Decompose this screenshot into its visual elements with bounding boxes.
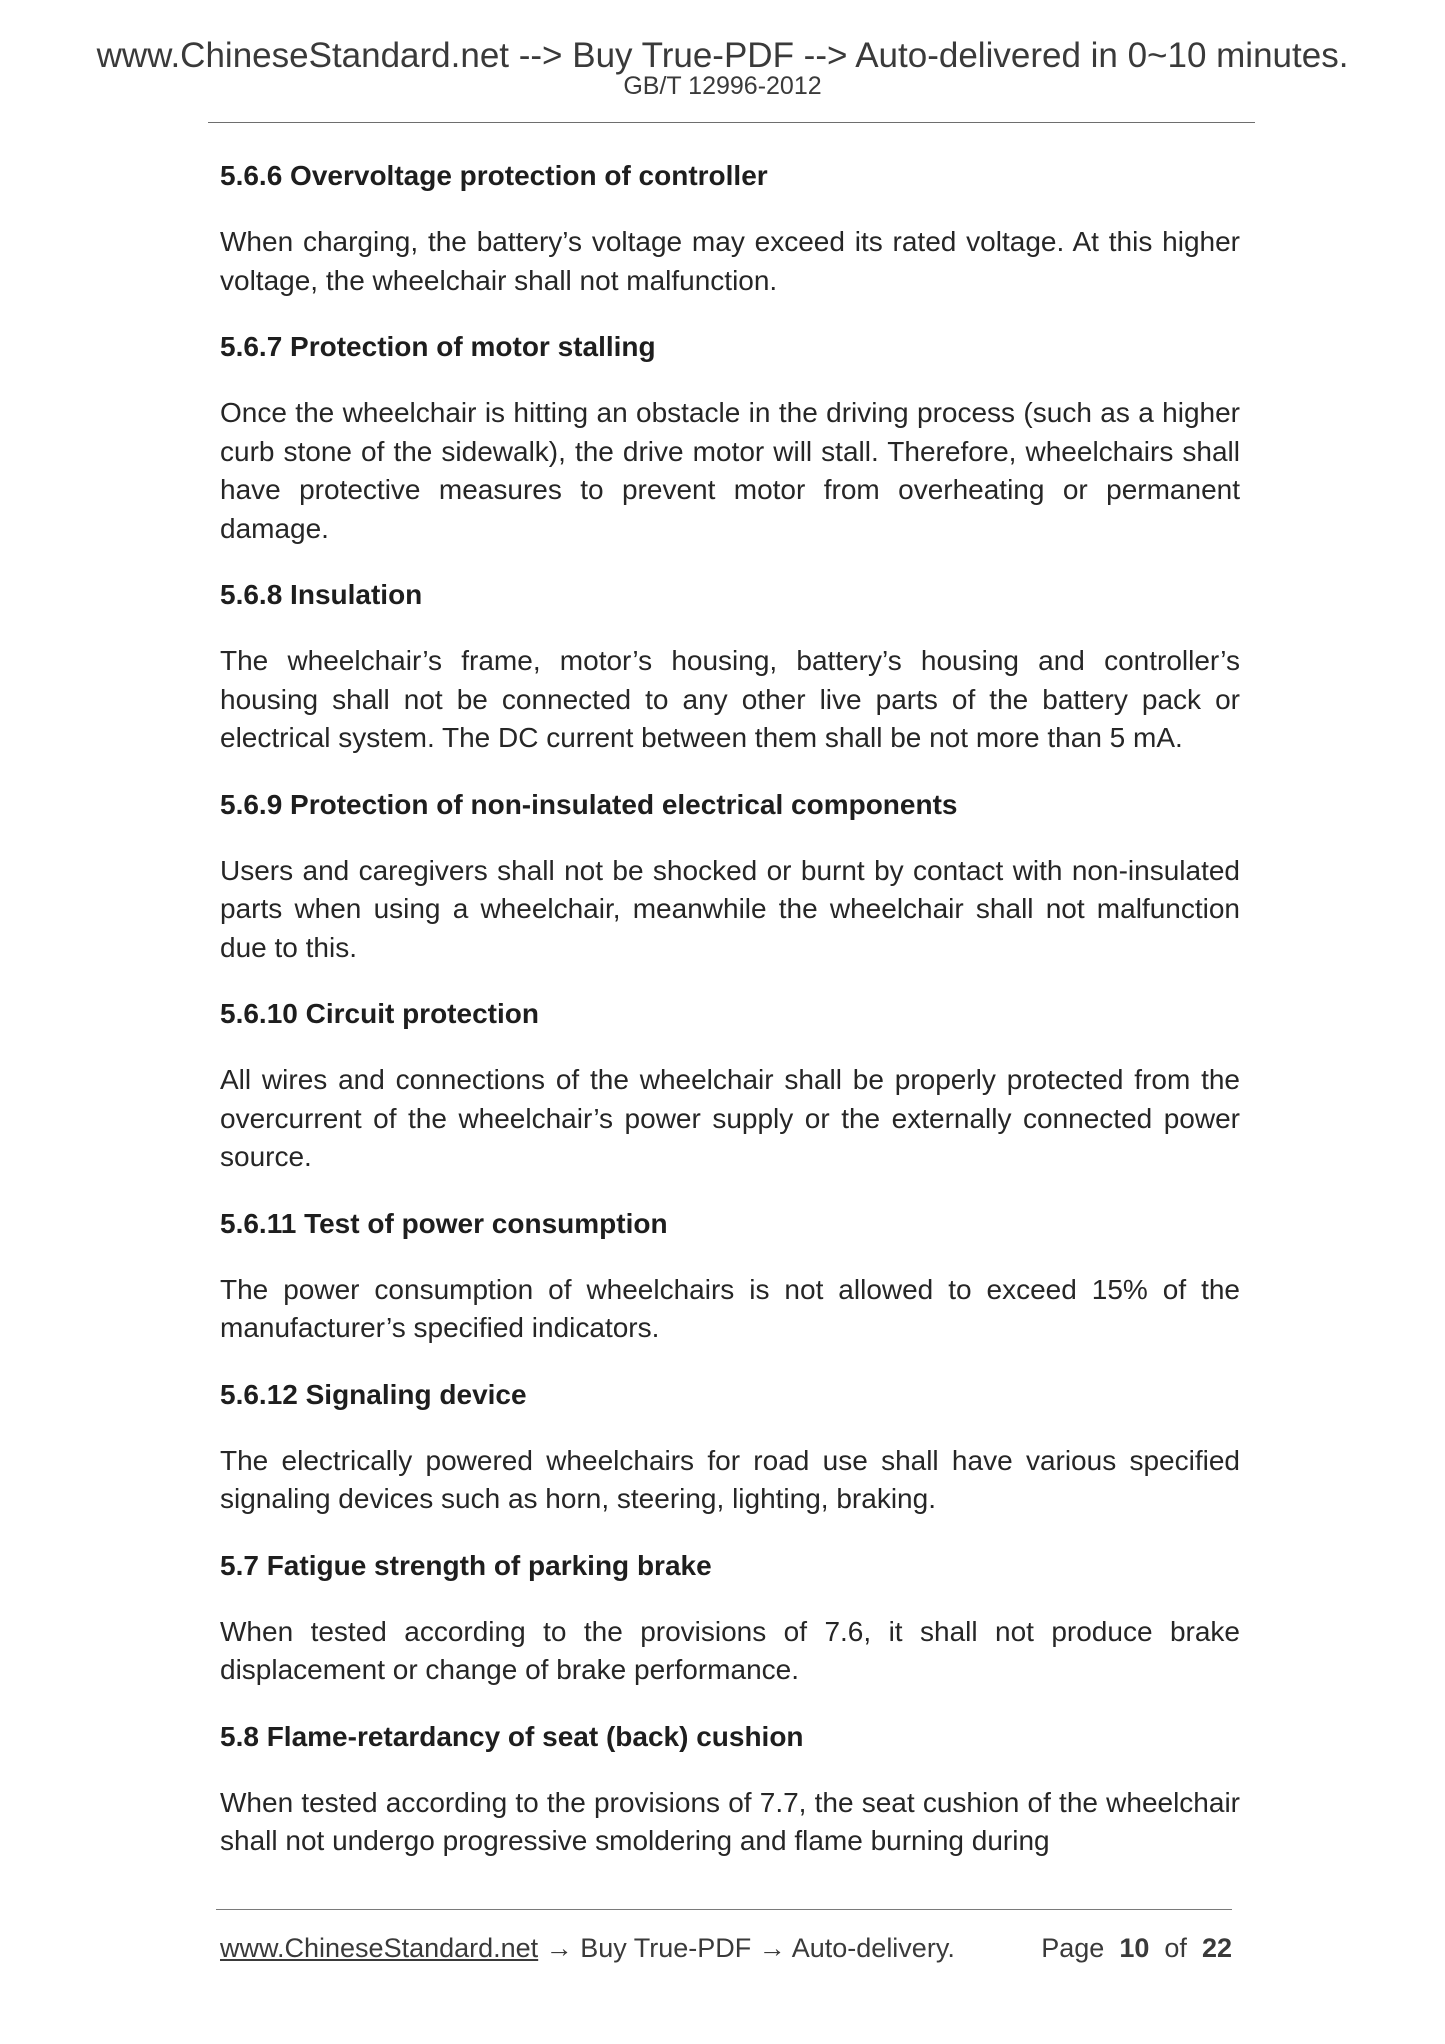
section-heading: 5.6.12 Signaling device (220, 1378, 527, 1410)
section-paragraph: The power consumption of wheelchairs is not allowed to exceed 15% of the manufacturer’s specified indicators. (220, 1273, 1240, 1343)
section-heading: 5.6.10 Circuit protection (220, 998, 539, 1029)
section-heading: 5.7 Fatigue strength of parking brake (220, 1549, 712, 1581)
footer-delivery-text: → Buy True-PDF → Auto-delivery. (538, 1933, 955, 1963)
section-heading: 5.6.9 Protection of non-insulated electrical components (220, 788, 958, 820)
page-total: 22 (1201, 1933, 1232, 1963)
page-current: 10 (1119, 1933, 1150, 1963)
page-footer (220, 1928, 1232, 1968)
section-5-6-12 (220, 1376, 1240, 1519)
section-5-6-9 (220, 786, 1240, 968)
section-5-6-8 (220, 576, 1240, 758)
section-heading: 5.6.6 Overvoltage protection of controller (220, 160, 768, 191)
footer-divider (216, 1909, 1232, 1910)
section-heading: 5.6.8 Insulation (220, 579, 423, 610)
section-heading: 5.6.7 Protection of motor stalling (220, 331, 656, 362)
section-paragraph: When tested according to the provisions of 7.7, the seat cushion of the wheelchair shall not undergo progressive smoldering and flame burning during (220, 1786, 1240, 1856)
document-body (220, 157, 1240, 1889)
section-heading: 5.6.11 Test of power consumption (220, 1207, 668, 1239)
section-5-6-6 (220, 157, 1240, 300)
section-paragraph: All wires and connections of the wheelchair shall be properly protected from the overcurrent of the wheelchair’s power supply or the externally connected power source. (220, 1064, 1240, 1172)
header-divider (208, 122, 1255, 123)
section-heading: 5.8 Flame-retardancy of seat (back) cushion (220, 1720, 804, 1752)
standard-code: GB/T 12996-2012 (623, 72, 822, 100)
header-banner: www.ChineseStandard.net --> Buy True-PDF --> Auto-delivered in 0~10 minutes. (96, 36, 1349, 75)
footer-site-link[interactable]: www.ChineseStandard.net (220, 1933, 539, 1963)
page-indicator (1041, 1928, 1232, 1968)
of-label: of (1164, 1933, 1187, 1963)
section-paragraph: The electrically powered wheelchairs for road use shall have various specified signaling devices such as horn, steering, lighting, braking. (220, 1444, 1240, 1514)
section-paragraph: Once the wheelchair is hitting an obstacle in the driving process (such as a higher curb stone of the sidewalk), the drive motor will stall. Therefore, wheelchairs shall have protective measures to prevent motor from overheating or permanent damage. (220, 397, 1240, 544)
section-5-7 (220, 1547, 1240, 1690)
section-paragraph: When tested according to the provisions of 7.6, it shall not produce brake displacement or change of brake performance. (220, 1615, 1240, 1685)
section-5-6-11 (220, 1205, 1240, 1348)
footer-promo (220, 1928, 955, 1968)
page-label: Page (1041, 1933, 1105, 1963)
section-paragraph: When charging, the battery’s voltage may exceed its rated voltage. At this higher voltage, the wheelchair shall not malfunction. (220, 226, 1240, 296)
section-paragraph: Users and caregivers shall not be shocked or burnt by contact with non-insulated parts when using a wheelchair, meanwhile the wheelchair shall not malfunction due to this. (220, 854, 1240, 963)
section-5-6-10 (220, 995, 1240, 1177)
section-5-8 (220, 1718, 1240, 1861)
section-paragraph: The wheelchair’s frame, motor’s housing, battery’s housing and controller’s housing shall not be connected to any other live parts of the battery pack or electrical system. The DC current between them shall be not more than 5 mA. (220, 645, 1240, 753)
section-5-6-7 (220, 328, 1240, 548)
